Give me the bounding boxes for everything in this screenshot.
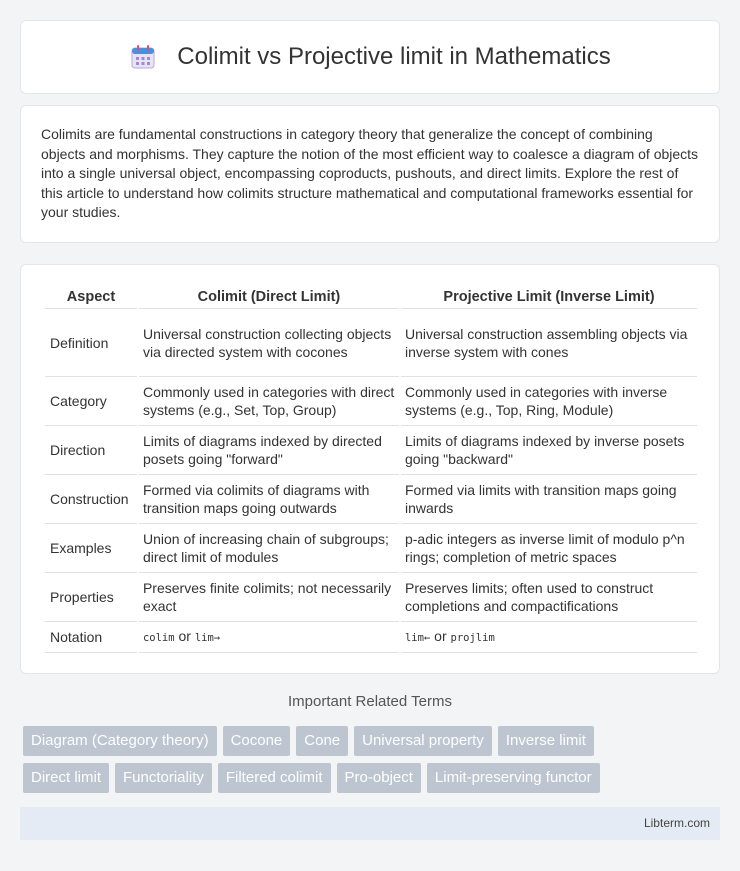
notation-code: lim← <box>404 632 431 644</box>
table-row <box>45 475 697 524</box>
footer <box>20 807 720 840</box>
intro-text: Colimits are fundamental constructions in category theory that generalize the concept of combining objects and morphisms. They capture the notion of the most efficient way to coalesce a diagram of objects into a single universal object, encompassing coproducts, pushouts, and direct limits. Explore the rest of this article to understand how colimits structure mathematical and computational frameworks essential for your studies. <box>41 126 699 220</box>
tag-pro-object[interactable]: Pro-object <box>337 763 421 793</box>
notation-or: or <box>174 628 195 644</box>
notation-code: lim→ <box>194 632 221 644</box>
tag-filtered-colimit[interactable]: Filtered colimit <box>218 763 331 793</box>
table-row <box>45 377 697 426</box>
colimit-cell: Formed via colimits of diagrams with transition maps going outwards <box>139 475 399 524</box>
table-row <box>45 426 697 475</box>
tag-inverse-limit[interactable]: Inverse limit <box>498 726 594 756</box>
comparison-card <box>20 264 720 674</box>
header-aspect: Aspect <box>45 285 137 309</box>
related-terms <box>23 726 723 800</box>
notation-or: or <box>430 628 451 644</box>
tag-diagram[interactable]: Diagram (Category theory) <box>23 726 217 756</box>
header-projective: Projective Limit (Inverse Limit) <box>401 285 697 309</box>
comparison-table <box>43 285 699 653</box>
header-colimit: Colimit (Direct Limit) <box>139 285 399 309</box>
projective-cell: Formed via limits with transition maps going inwards <box>401 475 697 524</box>
related-terms-title: Important Related Terms <box>288 693 452 710</box>
colimit-cell: Universal construction collecting objects via directed system with cocones <box>139 309 399 377</box>
aspect-cell: Definition <box>45 309 137 377</box>
projective-cell: Universal construction assembling objects via inverse system with cones <box>401 309 697 377</box>
tag-row <box>23 726 723 756</box>
table-row <box>45 622 697 653</box>
tag-row <box>23 763 723 793</box>
colimit-notation-cell <box>139 622 399 653</box>
projective-cell: Limits of diagrams indexed by inverse posets going "backward" <box>401 426 697 475</box>
notation-code: colim <box>142 632 175 644</box>
tag-cocone[interactable]: Cocone <box>223 726 291 756</box>
tag-cone[interactable]: Cone <box>296 726 348 756</box>
calendar-icon <box>129 43 157 71</box>
tag-universal-property[interactable]: Universal property <box>354 726 492 756</box>
page-title: Colimit vs Projective limit in Mathematics <box>177 43 611 70</box>
projective-notation-cell <box>401 622 697 653</box>
aspect-cell: Notation <box>45 622 137 653</box>
aspect-cell: Examples <box>45 524 137 573</box>
aspect-cell: Properties <box>45 573 137 622</box>
table-row <box>45 524 697 573</box>
projective-cell: Commonly used in categories with inverse systems (e.g., Top, Ring, Module) <box>401 377 697 426</box>
projective-cell: p-adic integers as inverse limit of modulo p^n rings; completion of metric spaces <box>401 524 697 573</box>
aspect-cell: Direction <box>45 426 137 475</box>
aspect-cell: Construction <box>45 475 137 524</box>
table-header-row <box>45 285 697 309</box>
tag-limit-preserving-functor[interactable]: Limit-preserving functor <box>427 763 600 793</box>
tag-direct-limit[interactable]: Direct limit <box>23 763 109 793</box>
table-row <box>45 573 697 622</box>
notation-code: projlim <box>450 632 495 644</box>
aspect-cell: Category <box>45 377 137 426</box>
colimit-cell: Commonly used in categories with direct systems (e.g., Set, Top, Group) <box>139 377 399 426</box>
table-row <box>45 309 697 377</box>
title-card <box>20 20 720 94</box>
projective-cell: Preserves limits; often used to construct completions and compactifications <box>401 573 697 622</box>
intro-card <box>20 105 720 243</box>
footer-link[interactable]: Libterm.com <box>643 816 710 830</box>
colimit-cell: Limits of diagrams indexed by directed posets going "forward" <box>139 426 399 475</box>
colimit-cell: Union of increasing chain of subgroups; direct limit of modules <box>139 524 399 573</box>
tag-functoriality[interactable]: Functoriality <box>115 763 212 793</box>
colimit-cell: Preserves finite colimits; not necessarily exact <box>139 573 399 622</box>
